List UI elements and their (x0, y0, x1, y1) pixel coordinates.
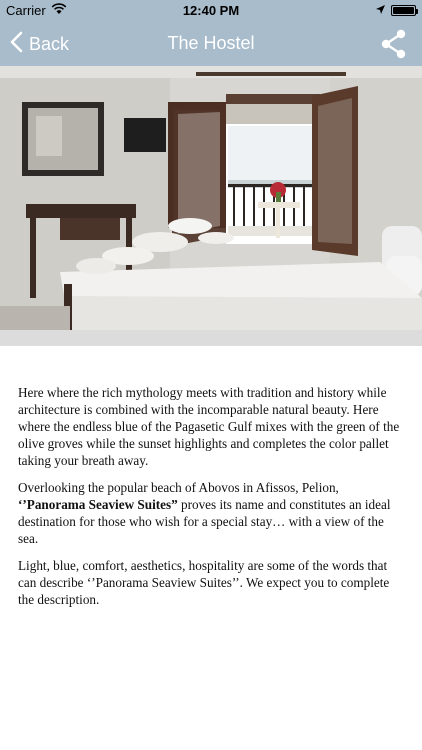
description-paragraph-3: Light, blue, comfort, aesthetics, hospitality are some of the words that can describe ‘’Panorama Seaview Suites’’. We expect you to complete the description. (18, 558, 390, 607)
hostel-room-photo (0, 66, 422, 330)
carrier-label: Carrier (6, 3, 46, 18)
status-bar (0, 0, 422, 22)
share-icon (380, 47, 408, 64)
share-button[interactable] (380, 28, 408, 60)
navigation-bar (0, 22, 422, 66)
description-paragraph-1: Here where the rich mythology meets with tradition and history while architecture is combined with the incomparable natural beauty. Here where the endless blue of the Pagasetic Gulf mixes with the green of the olive groves while the sunset highlights and completes the color pallet taking your breath away. (18, 385, 400, 468)
location-arrow-icon (375, 3, 386, 18)
paragraph-2-end: proves its name and constitutes an ideal destination for those who wish for a special stay… with a view of the sea. (18, 497, 391, 546)
hotel-name-bold: ‘’Panorama Seaview Suites” (18, 497, 178, 512)
app-header (0, 0, 422, 66)
description-paragraph-2 (18, 479, 404, 547)
paragraph-2-start: Overlooking the popular beach of Abovos in Afissos, Pelion, (18, 480, 339, 495)
battery-icon (391, 5, 416, 16)
image-divider (0, 330, 422, 346)
back-button-label: Back (29, 33, 70, 54)
status-time: 12:40 PM (182, 3, 240, 18)
page-title: The Hostel (167, 33, 255, 53)
hostel-description (18, 384, 404, 618)
